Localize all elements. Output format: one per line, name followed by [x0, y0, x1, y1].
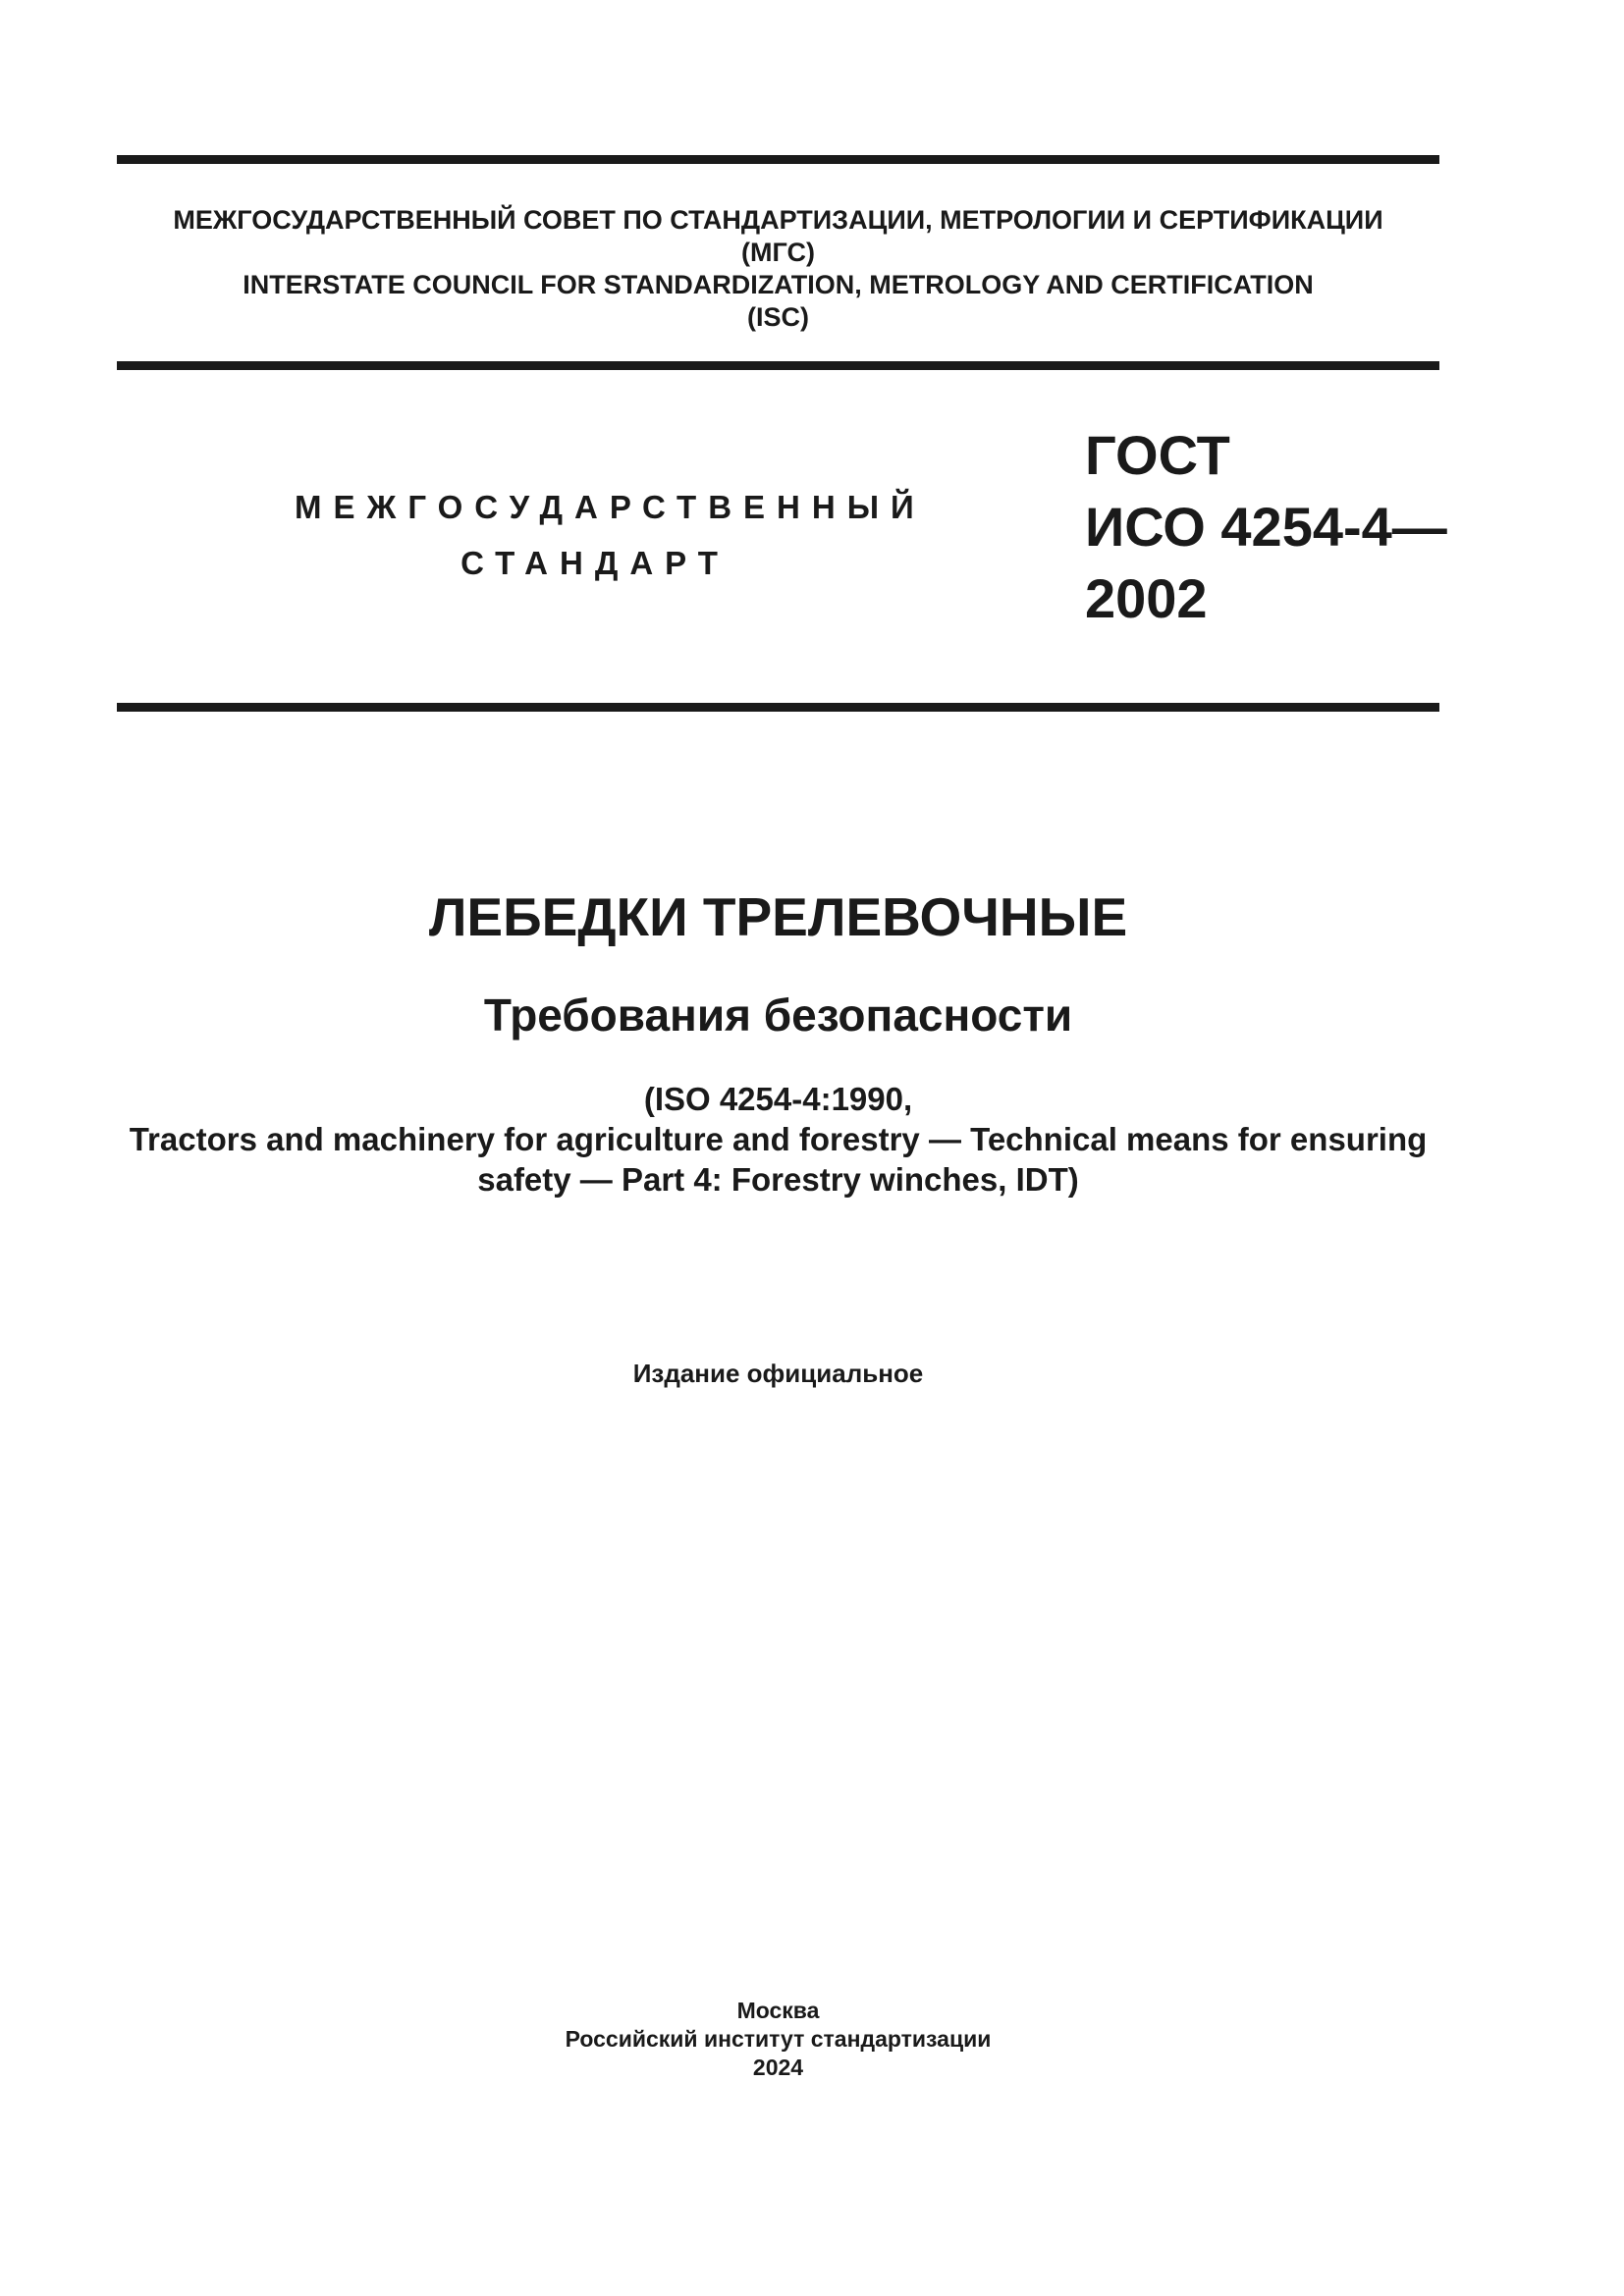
document-title: ЛЕБЕДКИ ТРЕЛЕВОЧНЫЕ [428, 886, 1128, 947]
iso-reference-line2: Tractors and machinery for agriculture and forestry — Technical means for ensuring [129, 1121, 1428, 1157]
standard-kind-line1: МЕЖГОСУДАРСТВЕННЫЙ [295, 489, 926, 525]
standard-kind [295, 479, 926, 591]
document-subtitle: Требования безопасности [483, 989, 1073, 1041]
iso-reference [117, 1079, 1439, 1200]
designation-divider [117, 703, 1439, 712]
council-abbr-ru: (МГС) [741, 238, 815, 267]
council-header [117, 204, 1439, 334]
top-divider [117, 155, 1439, 164]
council-name-ru: МЕЖГОСУДАРСТВЕННЫЙ СОВЕТ ПО СТАНДАРТИЗАЦИИ, МЕТРОЛОГИИ И СЕРТИФИКАЦИИ [173, 205, 1383, 235]
designation-line1: ГОСТ [1085, 424, 1230, 486]
iso-reference-line1: (ISO 4254-4:1990, [643, 1081, 913, 1117]
publisher-block [117, 1997, 1439, 2082]
iso-reference-line3: safety — Part 4: Forestry winches, IDT) [477, 1161, 1079, 1198]
council-name-en: INTERSTATE COUNCIL FOR STANDARDIZATION, METROLOGY AND CERTIFICATION [243, 270, 1314, 299]
publisher-institute: Российский институт стандартизации [565, 2026, 992, 2052]
edition-label: Издание официальное [632, 1359, 924, 1388]
council-abbr-en: (ISC) [747, 302, 809, 332]
header-divider [117, 361, 1439, 370]
designation-line3: 2002 [1085, 567, 1208, 629]
standard-designation [1085, 419, 1447, 634]
standard-kind-line2: СТАНДАРТ [460, 545, 730, 581]
publisher-city: Москва [736, 1998, 820, 2023]
designation-line2: ИСО 4254-4— [1085, 496, 1447, 558]
publisher-year: 2024 [752, 2055, 804, 2080]
